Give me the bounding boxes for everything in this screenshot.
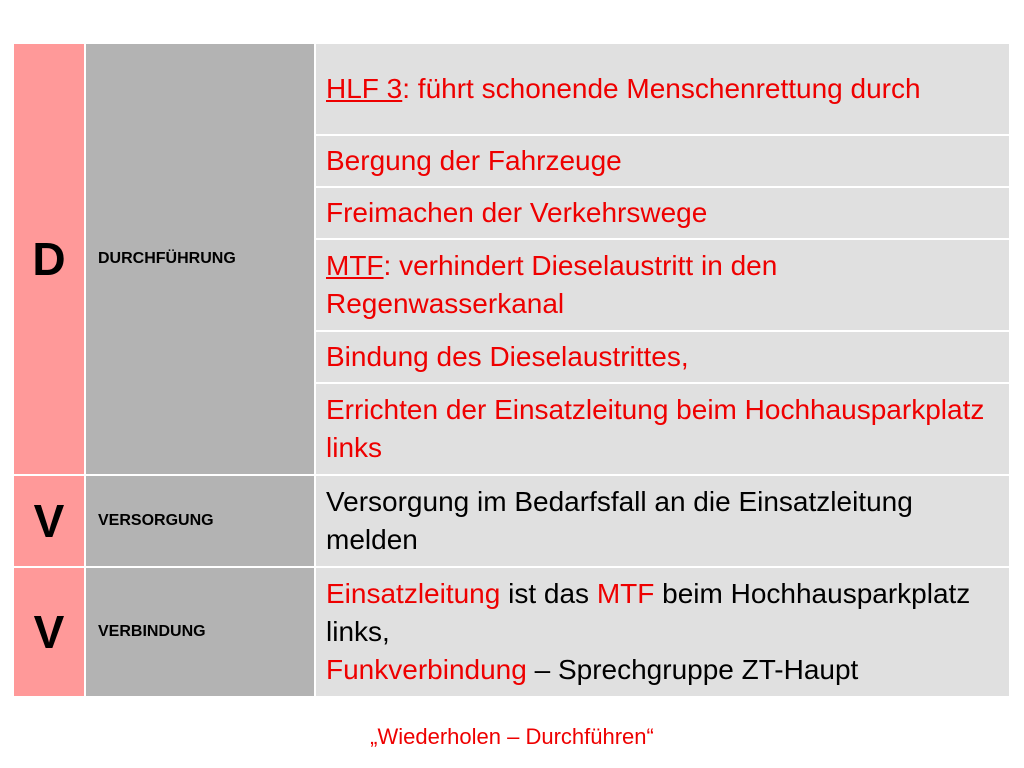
item-hlf3 xyxy=(315,43,1010,135)
item-freimachen: Freimachen der Verkehrswege xyxy=(315,187,1010,239)
term-hlf3: HLF 3 xyxy=(326,73,403,104)
text-dash: – xyxy=(526,654,558,685)
text-ist-das: ist das xyxy=(500,578,597,609)
term-funkverbindung: Funkverbindung xyxy=(326,654,527,685)
term-mtf: MTF xyxy=(326,250,384,281)
item-mtf xyxy=(315,239,1010,331)
phase-versorgung: VERSORGUNG xyxy=(85,475,315,567)
tactics-table xyxy=(12,42,1011,698)
item-bindung: Bindung des Dieselaustrittes, xyxy=(315,331,1010,383)
text-beim: beim Hochhausparkplatz links, xyxy=(326,578,971,647)
item-errichten: Errichten der Einsatzleitung beim Hochhausparkplatz links xyxy=(315,383,1010,475)
term-mtf-verbindung: MTF xyxy=(596,578,655,609)
text-sprechgruppe: Sprechgruppe ZT-Haupt xyxy=(557,654,859,685)
item-verbindung xyxy=(315,567,1010,697)
letter-v-versorgung: V xyxy=(13,475,85,567)
letter-d: D xyxy=(13,43,85,475)
item-versorgung: Versorgung im Bedarfsfall an die Einsatzleitung melden xyxy=(315,475,1010,567)
footer-quote: „Wiederholen – Durchführen“ xyxy=(370,724,654,749)
phase-verbindung: VERBINDUNG xyxy=(85,567,315,697)
item-bergung: Bergung der Fahrzeuge xyxy=(315,135,1010,187)
letter-v-verbindung: V xyxy=(13,567,85,697)
item-hlf3-text: : führt schonende Menschenrettung durch xyxy=(402,73,921,104)
phase-durchfuehrung: DURCHFÜHRUNG xyxy=(85,43,315,475)
term-einsatzleitung: Einsatzleitung xyxy=(326,578,501,609)
item-mtf-text: : verhindert Dieselaustritt in den Regenwasserkanal xyxy=(326,250,778,319)
